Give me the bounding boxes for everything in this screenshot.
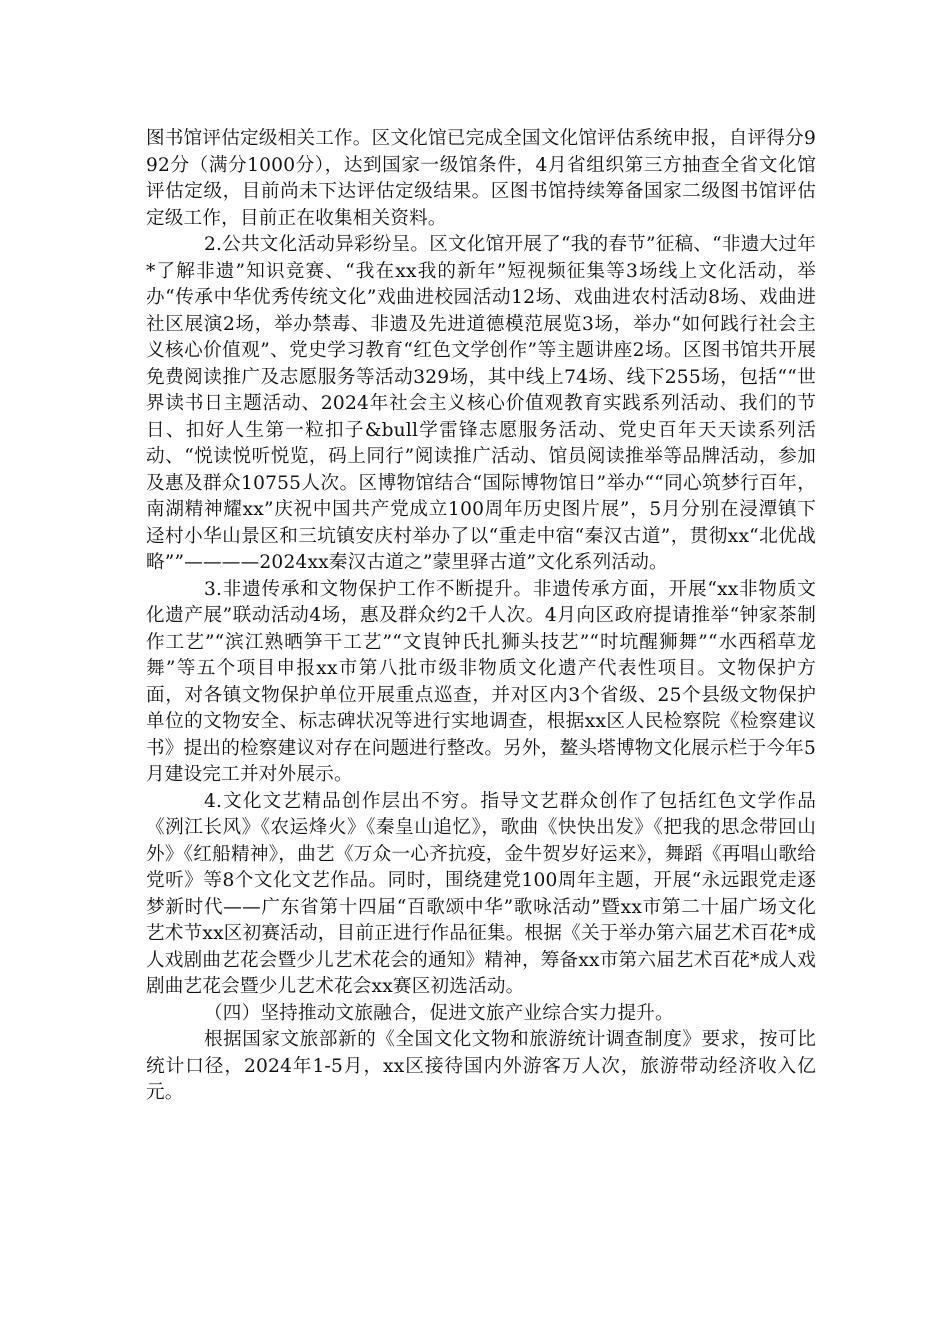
paragraph-public-culture-activities: 2.公共文化活动异彩纷呈。区文化馆开展了“我的春节”征稿、“非遗大过年*了解非遗”知识竞赛、“我在xx我的新年”短视频征集等3场线上文化活动，举办“传承中华优秀传统文化”戏曲进校园活动12场、戏曲进农村活动8场、戏曲进社区展演2场，举办禁毒、非遗及先进道德模范展览3场，举办“如何践行社会主义核心价值观”、党史学习教育“红色文学创作”等主题讲座2场。区图书馆共开展免费阅读推广及志愿服务等活动329场，其中线上74场、线下255场，包括““世界读书日主题活动、2024年社会主义核心价值观教育实践系列活动、我们的节日、扣好人生第一粒扣子&bull学雷锋志愿服务活动、党史百年天天读系列活动、“悦读悦听悦览，码上同行”阅读推广活动、馆员阅读推举等品牌活动，参加及惠及群众10755人次。区博物馆结合“国际博物馆日”举办““同心筑梦行百年，南湖精神耀xx”庆祝中国共产党成立100周年历史图片展”，5月分别在浸潭镇下迳村小华山景区和三坑镇安庆村举办了以“重走中宿“秦汉古道”，贯彻xx“北优战略””————2024xx秦汉古道之”蒙里驿古道”文化系列活动。 [146, 234, 816, 573]
paragraph-heritage-protection: 3.非遗传承和文物保护工作不断提升。非遗传承方面，开展“xx非物质文化遗产展”联动活动4场，惠及群众约2千人次。4月向区政府提请推举“钟家茶制作工艺”“滨江熟晒笋干工艺”“文崀钟氏扎狮头技艺”“时坑醒狮舞”“水西稻草龙舞”等五个项目申报xx市第八批市级非物质文化遗产代表性项目。文物保护方面，对各镇文物保护单位开展重点巡查，并对区内3个省级、25个县级文物保护单位的文物安全、标志碑状况等进行实地调查，根据xx区人民检察院《检察建议书》提出的检察建议对存在问题进行整改。另外，鳌头塔博物文化展示栏于今年5月建设完工并对外展示。 [146, 578, 816, 785]
document-body [146, 126, 816, 1107]
paragraph-tourism-statistics: 根据国家文旅部新的《全国文化文物和旅游统计调查制度》要求，按可比统计口径，2024年1-5月，xx区接待国内外游客万人次，旅游带动经济收入亿元。 [146, 1029, 816, 1103]
paragraph-art-creation: 4.文化文艺精品创作层出不穷。指导文艺群众创作了包括红色文学作品《洌江长风》《农运烽火》《秦皇山追忆》，歌曲《快快出发》《把我的思念带回山外》《红船精神》，曲艺《万众一心齐抗疫，金牛贺岁好运来》，舞蹈《再唱山歌给党听》等8个文化文艺作品。同时，围绕建党100周年主题，开展“永远跟党走逐梦新时代——广东省第十四届“百歌颂中华”歌咏活动”暨xx市第二十届广场文化艺术节xx区初赛活动，目前正进行作品征集。根据《关于举办第六届艺术百花*成人戏剧曲艺花会暨少儿艺术花会的通知》精神，筹备xx市第六届艺术百花*成人戏剧曲艺花会暨少儿艺术花会xx赛区初选活动。 [146, 790, 816, 997]
section-heading-culture-tourism: （四）坚持推动文旅融合，促进文旅产业综合实力提升。 [204, 1002, 674, 1024]
paragraph-continuation: 图书馆评估定级相关工作。区文化馆已完成全国文化馆评估系统申报，自评得分992分（满分1000分），达到国家一级馆条件，4月省组织第三方抽查全省文化馆评估定级，目前尚未下达评估定级结果。区图书馆持续筹备国家二级图书馆评估定级工作，目前正在收集相关资料。 [146, 128, 816, 229]
